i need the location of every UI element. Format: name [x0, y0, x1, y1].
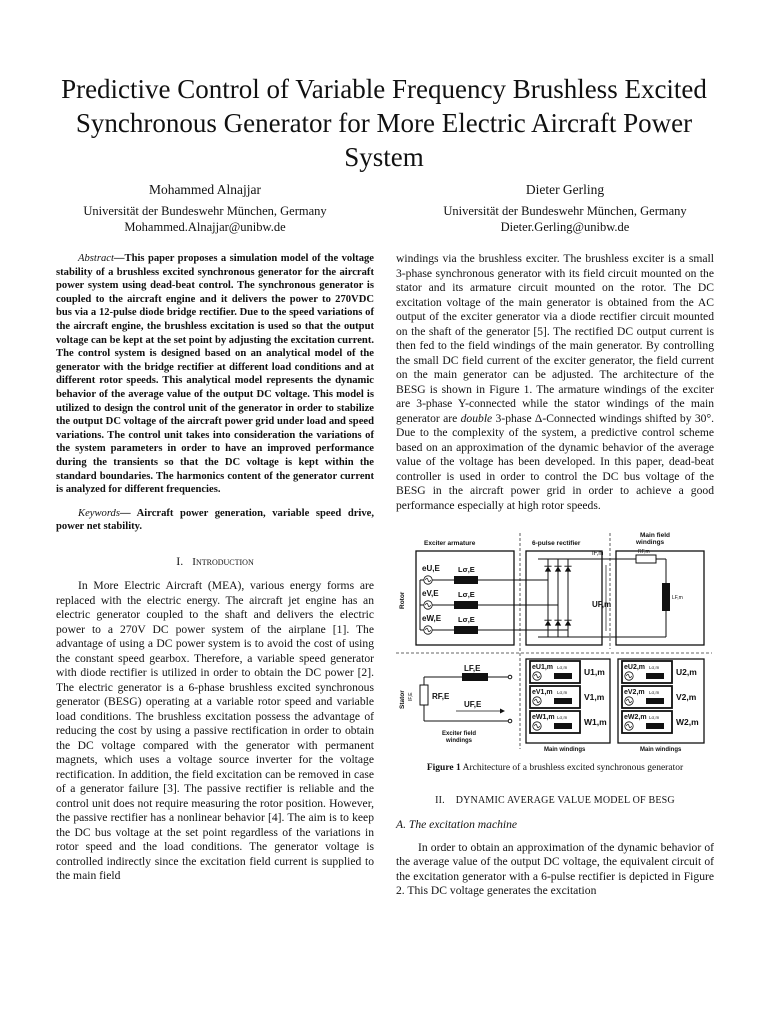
exciter-inductance-label: LF,E — [464, 664, 481, 673]
inductance-label: Lσ,m — [649, 715, 660, 720]
source-label: eU2,m — [624, 664, 646, 671]
field-inductance-label: LF,m — [672, 595, 683, 601]
inductance-label: Lσ,E — [458, 565, 475, 574]
source-label: eW,E — [422, 614, 442, 623]
inductance-label: Lσ,m — [557, 665, 568, 670]
main-field-label-1: Main field — [640, 532, 670, 539]
exciter-resistance-label: RF,E — [432, 692, 450, 701]
phase-voltage-label: U1,m — [584, 667, 605, 677]
author-block-1 — [35, 182, 375, 235]
author-affiliation: Universität der Bundeswehr München, Germany — [443, 204, 687, 218]
rectifier-label: 6-pulse rectifier — [532, 540, 581, 547]
keywords-label: Keywords — [78, 507, 120, 519]
inductance-label: Lσ,m — [557, 690, 568, 695]
main-windings-set-2 — [618, 659, 704, 753]
intro-paragraph: In More Electric Aircraft (MEA), various energy forms are replaced with the electric energy. The aircraft jet engine has an electric generator coupled to the shaft and delivers the electric power to a 270V DC power system of the airplane [1]. The advantage of using a DC power system is to avoid the cost of using the constant speed gearbox. Therefore, a variable speed generator with diode rectifier is utilized in order to obtain the DC power [2]. The electric generator is a 6-phase brushless excited synchronous generator (BESG) operating at a variable rotor speed and variable load conditions. The brushless excitation possess the advantage of reducing the cost by using a passive rectification in order to obtain the DC voltage compared with the generator with permanent magnets, which uses a voltage source inverter for the voltage rectification. In addition, the field excitation can be removed in case of a generator failure [3]. The passive rectifier is reliable and the control unit does not require measuring the rotor position. However, the passive rectifier has a nonlinear behavior [4]. The aim is to keep the DC bus voltage at the set point regardless of the variations in rotor speed and the load conditions. The generator voltage is controlled indirectly since the excitation field current is supplied to the main field — [56, 579, 374, 883]
exciter-field-caption-2: windings — [446, 738, 472, 744]
author-name: Mohammed Alnajjar — [148, 182, 262, 197]
exciter-field-caption-1: Exciter field — [442, 731, 477, 737]
exciter-field-windings — [408, 664, 512, 744]
section-title: DYNAMIC AVERAGE VALUE MODEL OF BESG — [455, 794, 675, 806]
main-windings-caption: Main windings — [640, 747, 682, 753]
field-voltage-label: UF,m — [592, 600, 612, 609]
figure-caption-label: Figure 1 — [426, 763, 461, 773]
phase-voltage-label: U2,m — [676, 667, 697, 677]
source-label: eU,E — [422, 564, 440, 573]
emphasis-double: double — [460, 411, 493, 425]
keywords-text: — Aircraft power generation, variable speed drive, power net stability. — [56, 507, 374, 533]
author-name: Dieter Gerling — [525, 182, 605, 197]
keywords — [56, 507, 374, 534]
section-heading-introduction — [56, 554, 374, 570]
author-email[interactable]: Mohammed.Alnajjar@unibw.de — [124, 220, 286, 234]
abstract-text: —This paper proposes a simulation model of the voltage stability of a brushless excited synchronous generator for the aircraft power system using dead-beat control. The synchronous generator is coupled to the aircraft engine and it delivers the power to 270VDC bus via a 12-pulse diode bridge rectifier. Due to the speed variations of the aircraft engine, the brushless excitation is used so that the output voltage can be kept at the set point by adjusting the excitation current. The control system is designed based on an analytical model of the generator with the bridge rectifier at different load conditions and at different rotor speeds. This analytical model represents the dynamic behavior of the average value of the output DC voltage. This model is utilized to design the control unit of the generator in order to stabilize the output DC voltage of the aircraft power grid under load and speed variations. The control unit takes into consideration the variations of the system parameters in order to have an improved performance during the transients so that the DC voltage is kept within the standard boundaries. The harmonics content of the generator current is analyzed for different frequencies. — [56, 253, 374, 496]
field-current-label: IF,m — [592, 551, 604, 557]
inductance-label: Lσ,E — [458, 615, 475, 624]
inductance-label: Lσ,m — [557, 715, 568, 720]
abstract — [56, 252, 374, 497]
exciter-phase-v — [422, 589, 558, 609]
stator-label: Stator — [399, 690, 406, 709]
phase-voltage-label: W2,m — [676, 717, 699, 727]
source-label: eW2,m — [624, 714, 647, 721]
body-paragraph — [396, 252, 714, 513]
source-label: eV2,m — [624, 689, 645, 696]
left-column — [56, 252, 374, 884]
phase-voltage-label: V1,m — [584, 692, 605, 702]
author-block-2 — [395, 182, 735, 235]
section-number: II. — [435, 794, 445, 806]
section-heading-2 — [396, 794, 714, 809]
paragraph-text-cont: 3-phase Δ-Connected windings shifted by 30°. Due to the complexity of the system, a predictive control scheme based on an approximation of the dynamic behavior of the average value of the voltage has been developed. In this paper, dead-beat controller is used in order to control the DC bus voltage of the BESG in the aircraft power grid in order to achieve a good performance especially at high rotor speeds. — [396, 411, 714, 512]
main-windings-set-1 — [526, 659, 610, 753]
body-paragraph: In order to obtain an approximation of the dynamic behavior of the average value of the output DC voltage, the equivalent circuit of the excitation generator with a 6-pulse rectifier is depicted in Figure 2. This DC voltage generates the excitation — [396, 840, 714, 897]
paragraph-text: windings via the brushless exciter. The brushless exciter is a small 3-phase synchronous generator with its field circuit mounted on the stator and its armature circuit mounted on the rotor. The DC excitation voltage of the main generator is obtained from the AC output of the exciter generator via a diode rectifier circuit mounted on the shaft of the generator [5]. The rectified DC output current is then fed to the field windings of the main generator. By controlling the small DC field current of the exciter generator, the field current on the main generator can be adjusted. The architecture of the BESG is shown in Figure 1. The armature windings of the exciter are 3-phase Y-connected while the stator windings of the main generator are — [396, 252, 714, 425]
right-column — [396, 252, 714, 899]
field-resistance-label: RF,m — [638, 549, 650, 555]
figure-caption-text: Architecture of a brushless excited synchronous generator — [460, 763, 684, 773]
main-field-label-2: windings — [636, 539, 665, 546]
phase-voltage-label: V2,m — [676, 692, 697, 702]
figure-1 — [396, 525, 712, 757]
section-title: Introduction — [192, 555, 254, 568]
exciter-current-label: IF,E — [408, 692, 414, 701]
figure-1-diagram — [396, 525, 712, 757]
exciter-voltage-label: UF,E — [464, 700, 482, 709]
abstract-label: Abstract — [78, 253, 114, 264]
exciter-armature-label: Exciter armature — [424, 540, 476, 547]
figure-1-caption — [396, 761, 714, 776]
rotor-label: Rotor — [399, 591, 406, 609]
inductance-label: Lσ,E — [458, 590, 475, 599]
subsection-heading: A. The excitation machine — [396, 818, 518, 831]
source-label: eV,E — [422, 589, 439, 598]
source-label: eU1,m — [532, 664, 554, 671]
paper-title: Predictive Control of Variable Frequency Brushless Excited Synchronous Generator for More Electric Aircraft Power System — [61, 74, 707, 172]
inductance-label: Lσ,m — [649, 690, 660, 695]
author-email[interactable]: Dieter.Gerling@unibw.de — [500, 220, 630, 234]
phase-voltage-label: W1,m — [584, 717, 607, 727]
source-label: eV1,m — [532, 689, 553, 696]
source-label: eW1,m — [532, 714, 555, 721]
exciter-phase-u — [422, 564, 548, 584]
section-number: I. — [176, 553, 184, 568]
author-affiliation: Universität der Bundeswehr München, Germany — [83, 204, 327, 218]
inductance-label: Lσ,m — [649, 665, 660, 670]
main-windings-caption: Main windings — [544, 747, 586, 753]
